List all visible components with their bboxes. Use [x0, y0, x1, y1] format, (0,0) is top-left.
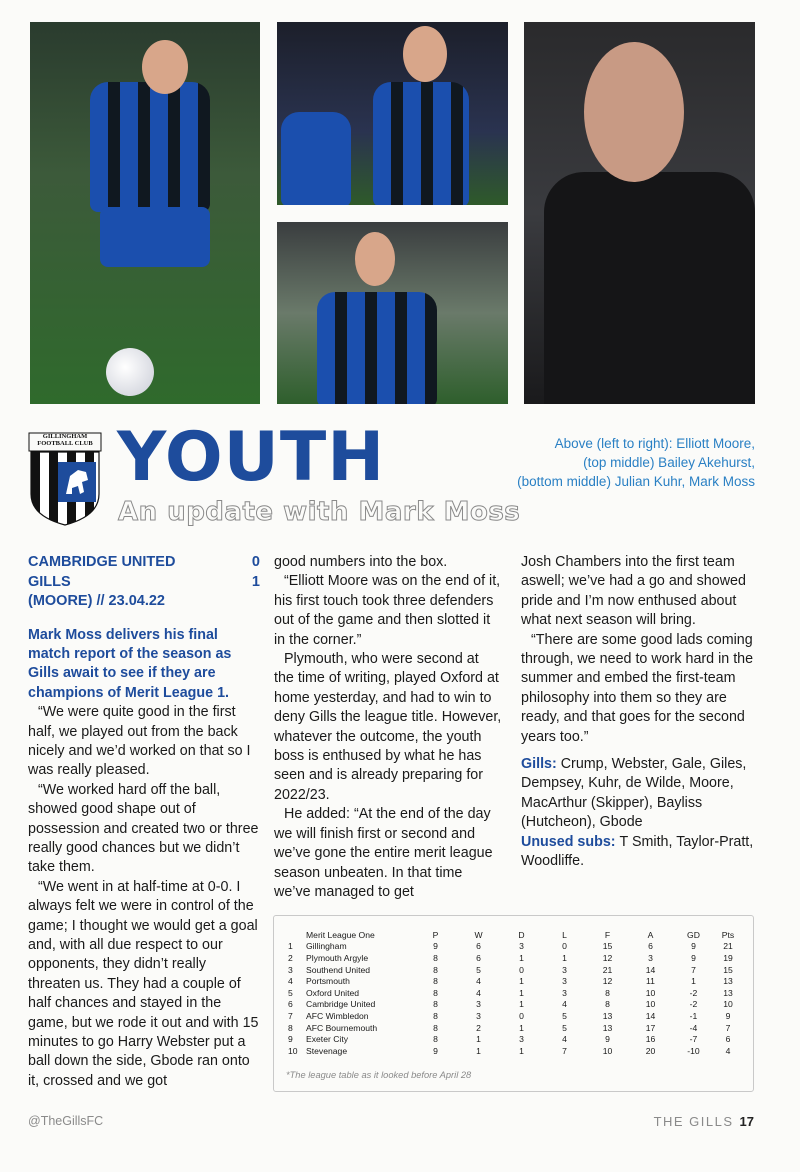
table-cell: AFC Bournemouth — [306, 1022, 378, 1033]
table-row — [288, 975, 741, 987]
table-header-cell: A — [647, 929, 654, 940]
table-cell: 3 — [288, 964, 293, 975]
table-cell: Exeter City — [306, 1034, 349, 1045]
body-paragraph: “We were quite good in the first half, we played out from the back nicely and we’d worked on that so I was really pleased. — [28, 704, 251, 779]
table-header-row — [288, 929, 741, 941]
table-cell: Stevenage — [306, 1045, 348, 1056]
body-paragraph: “We worked hard off the ball, showed good shape out of possession and created two or three really good chances but we didn’t take them. — [28, 781, 259, 876]
player-shirt — [317, 292, 437, 404]
table-row — [288, 1022, 741, 1034]
table-cell: 6 — [648, 941, 653, 952]
table-cell: 5 — [562, 1010, 567, 1021]
table-cell: 9 — [691, 941, 696, 952]
table-cell: 1 — [519, 976, 524, 987]
table-cell: 4 — [725, 1045, 731, 1056]
table-cell: 13 — [602, 1010, 613, 1021]
table-cell: 2 — [476, 1022, 481, 1033]
table-cell: -1 — [689, 1010, 698, 1021]
table-cell: 0 — [519, 964, 524, 975]
table-cell: 8 — [433, 1034, 438, 1045]
table-cell: 4 — [562, 1034, 567, 1045]
table-header-cell: GD — [687, 929, 700, 940]
table-cell: 20 — [645, 1045, 656, 1056]
table-header-cell: Merit League One — [306, 929, 375, 940]
table-cell: 1 — [519, 952, 524, 963]
player-head — [142, 40, 188, 94]
table-cell: 9 — [433, 941, 438, 952]
table-row — [288, 941, 741, 953]
photo-julian-kuhr — [277, 222, 508, 404]
football — [106, 348, 154, 396]
table-cell: 1 — [519, 999, 524, 1010]
coach-jacket — [544, 172, 755, 404]
table-cell: 14 — [645, 964, 656, 975]
table-cell: 1 — [288, 941, 293, 952]
table-cell: 4 — [476, 976, 481, 987]
table-row — [288, 964, 741, 976]
body-paragraph: “There are some good lads coming through, we need to work hard in the summer and embed the first-team philosophy into them so they are ready, and that goes for the second years too.” — [521, 631, 754, 745]
body-paragraph-continued: Josh Chambers into the first team aswell; we’ve had a go and showed pride and I’m now enthused about what next season will bring. — [521, 554, 746, 629]
table-header-cell: P — [432, 929, 439, 940]
table-cell: -4 — [689, 1022, 698, 1033]
section-subtitle: An update with Mark Moss — [118, 497, 521, 527]
table-header-cell: F — [604, 929, 611, 940]
table-cell: Gillingham — [306, 941, 347, 952]
away-score: 1 — [251, 573, 260, 590]
table-cell: 1 — [691, 976, 696, 987]
table-cell: 16 — [645, 1034, 656, 1045]
photo-bailey-akehurst — [277, 22, 508, 205]
table-cell: 3 — [562, 964, 567, 975]
subs-label: Unused subs: — [521, 833, 620, 850]
table-cell: 8 — [433, 952, 438, 963]
home-team: CAMBRIDGE UNITED — [28, 554, 176, 570]
caption-line: (bottom middle) Julian Kuhr, Mark Moss — [517, 474, 755, 489]
table-cell: 8 — [433, 1022, 438, 1033]
table-cell: 8 — [605, 987, 610, 998]
table-cell: Southend United — [306, 964, 371, 975]
table-row — [288, 1033, 741, 1045]
table-header-cell: D — [518, 929, 525, 940]
table-row — [288, 1045, 741, 1057]
table-cell: 4 — [288, 976, 293, 987]
table-cell: 3 — [519, 1034, 524, 1045]
league-table — [288, 929, 741, 1057]
table-cell: 15 — [723, 964, 733, 975]
table-cell: 7 — [562, 1045, 567, 1056]
table-cell: 10 — [288, 1045, 298, 1056]
table-cell: AFC Wimbledon — [306, 1010, 369, 1021]
table-cell: 6 — [476, 952, 481, 963]
body-paragraph: He added: “At the end of the day we will finish first or second and we’ve gone the entire merit league season unbeaten. In that time we’ve managed to get — [274, 806, 493, 900]
table-cell: 8 — [433, 964, 438, 975]
article-column-1 — [28, 553, 260, 1091]
match-score — [28, 553, 260, 612]
table-cell: 3 — [519, 941, 524, 952]
table-cell: 5 — [562, 1022, 567, 1033]
table-cell: 3 — [562, 987, 567, 998]
table-cell: 3 — [562, 976, 567, 987]
body-paragraph: Plymouth, who were second at the time of writing, played Oxford at home yesterday, and had to win to deny Gills the league title. However, whatever the outcome, the youth boss is enthused by what he has seen and is already preparing for 2022/23. — [274, 651, 502, 803]
page-footer — [654, 1114, 754, 1129]
table-cell: 10 — [645, 999, 656, 1010]
table-row — [288, 1010, 741, 1022]
photo-elliott-moore — [30, 22, 260, 404]
player-shirt — [90, 82, 210, 212]
table-cell: Oxford United — [306, 987, 360, 998]
player-head — [403, 26, 447, 82]
player-shirt — [373, 82, 469, 205]
table-cell: 1 — [562, 952, 567, 963]
table-header-cell — [288, 929, 306, 941]
photo-caption — [495, 434, 755, 491]
table-cell: 13 — [723, 987, 733, 998]
table-cell: 2 — [288, 952, 293, 963]
table-cell: 0 — [562, 941, 567, 952]
table-cell: -10 — [687, 1045, 700, 1056]
league-table-box — [273, 915, 754, 1092]
player-head — [355, 232, 395, 286]
table-cell: 19 — [723, 952, 733, 963]
table-row — [288, 987, 741, 999]
table-cell: 8 — [433, 1010, 438, 1021]
table-cell: 15 — [602, 941, 613, 952]
table-cell: Plymouth Argyle — [306, 952, 369, 963]
table-cell: 8 — [605, 999, 610, 1010]
table-cell: 21 — [602, 964, 613, 975]
table-cell: Portsmouth — [306, 976, 350, 987]
home-score: 0 — [251, 554, 260, 570]
table-cell: 12 — [602, 952, 613, 963]
table-cell: 8 — [433, 987, 438, 998]
table-cell: 3 — [476, 1010, 481, 1021]
scorer-date: (MOORE) // 23.04.22 — [28, 593, 165, 609]
body-paragraph: “We went in at half-time at 0-0. I always felt we were in control of the game; I thought we would get a goal and, with all due respect to our opponents, they didn’t really threaten us. They had a couple of half chances and stayed in the game, but we rode it out and with 15 minutes to go Harry Webster put a ball down the side, Gbode ran onto it, crossed and we got — [28, 878, 259, 1089]
table-cell: 10 — [602, 1045, 613, 1056]
body-paragraph: “Elliott Moore was on the end of it, his first touch took three defenders out of the game and then slotted it in the corner.” — [274, 573, 501, 648]
lineup-players: Crump, Webster, Gale, Giles, Dempsey, Kuhr, de Wilde, Moore, MacArthur (Skipper), Bayliss (Hutcheon), Gbode — [521, 756, 747, 831]
table-cell: Cambridge United — [306, 999, 376, 1010]
table-cell: 5 — [476, 964, 481, 975]
table-cell: 1 — [519, 1045, 524, 1056]
section-title: YOUTH — [117, 418, 386, 497]
table-cell: 10 — [723, 999, 733, 1010]
caption-line: (top middle) Bailey Akehurst, — [583, 455, 755, 470]
table-cell: 9 — [691, 952, 696, 963]
table-cell: 3 — [476, 999, 481, 1010]
table-cell: 9 — [288, 1034, 293, 1045]
table-cell: 6 — [725, 1034, 731, 1045]
table-cell: 9 — [433, 1045, 438, 1056]
table-header-cell: W — [474, 929, 483, 940]
table-cell: 17 — [645, 1022, 656, 1033]
table-cell: 12 — [602, 976, 613, 987]
body-paragraph-continued: good numbers into the box. — [274, 554, 448, 570]
table-cell: 14 — [645, 1010, 656, 1021]
away-team: GILLS — [28, 573, 71, 590]
table-cell: 1 — [519, 1022, 524, 1033]
player-shirt — [281, 112, 351, 205]
table-cell: 6 — [288, 999, 293, 1010]
photo-mark-moss — [524, 22, 755, 404]
article-column-2 — [274, 553, 502, 902]
article-column-3 — [521, 553, 756, 872]
page-number: 17 — [739, 1114, 754, 1129]
table-note: *The league table as it looked before April 28 — [286, 1070, 472, 1080]
caption-line: Above (left to right): Elliott Moore, — [554, 436, 755, 451]
lineup — [521, 755, 756, 871]
table-cell: 6 — [476, 941, 481, 952]
table-cell: 13 — [723, 976, 733, 987]
table-cell: 1 — [519, 987, 524, 998]
table-cell: 7 — [691, 964, 696, 975]
player-shorts — [100, 207, 210, 267]
table-cell: -7 — [689, 1034, 698, 1045]
table-cell: 11 — [646, 976, 655, 987]
table-cell: 1 — [476, 1034, 481, 1045]
table-cell: 13 — [602, 1022, 613, 1033]
table-cell: 8 — [433, 976, 438, 987]
subs-players: T Smith, Taylor-Pratt, Woodliffe. — [521, 833, 754, 870]
table-cell: 0 — [519, 1010, 524, 1021]
table-row — [288, 952, 741, 964]
table-cell: 4 — [476, 987, 481, 998]
table-cell: 9 — [725, 1010, 731, 1021]
table-row — [288, 999, 741, 1011]
table-cell: 8 — [433, 999, 438, 1010]
table-cell: 4 — [562, 999, 567, 1010]
table-cell: 1 — [476, 1045, 481, 1056]
publication-name: THE GILLS — [653, 1114, 734, 1129]
table-cell: 5 — [288, 987, 293, 998]
table-cell: 7 — [725, 1022, 731, 1033]
lineup-label: Gills: — [521, 756, 561, 773]
table-cell: -2 — [689, 999, 698, 1010]
table-cell: -2 — [689, 987, 698, 998]
table-header-cell: L — [562, 929, 567, 940]
club-badge-text: GILLINGHAM FOOTBALL CLUB — [37, 433, 93, 447]
coach-head — [584, 42, 684, 182]
table-header-cell: Pts — [721, 929, 735, 940]
table-cell: 3 — [648, 952, 653, 963]
table-cell: 8 — [288, 1022, 293, 1033]
table-cell: 10 — [645, 987, 656, 998]
social-handle: @TheGillsFC — [28, 1114, 104, 1128]
table-cell: 7 — [288, 1010, 293, 1021]
table-cell: 21 — [723, 941, 733, 952]
intro-paragraph: Mark Moss delivers his final match report of the season as Gills await to see if they are champions of Merit League 1. — [28, 626, 232, 701]
table-cell: 9 — [605, 1034, 610, 1045]
